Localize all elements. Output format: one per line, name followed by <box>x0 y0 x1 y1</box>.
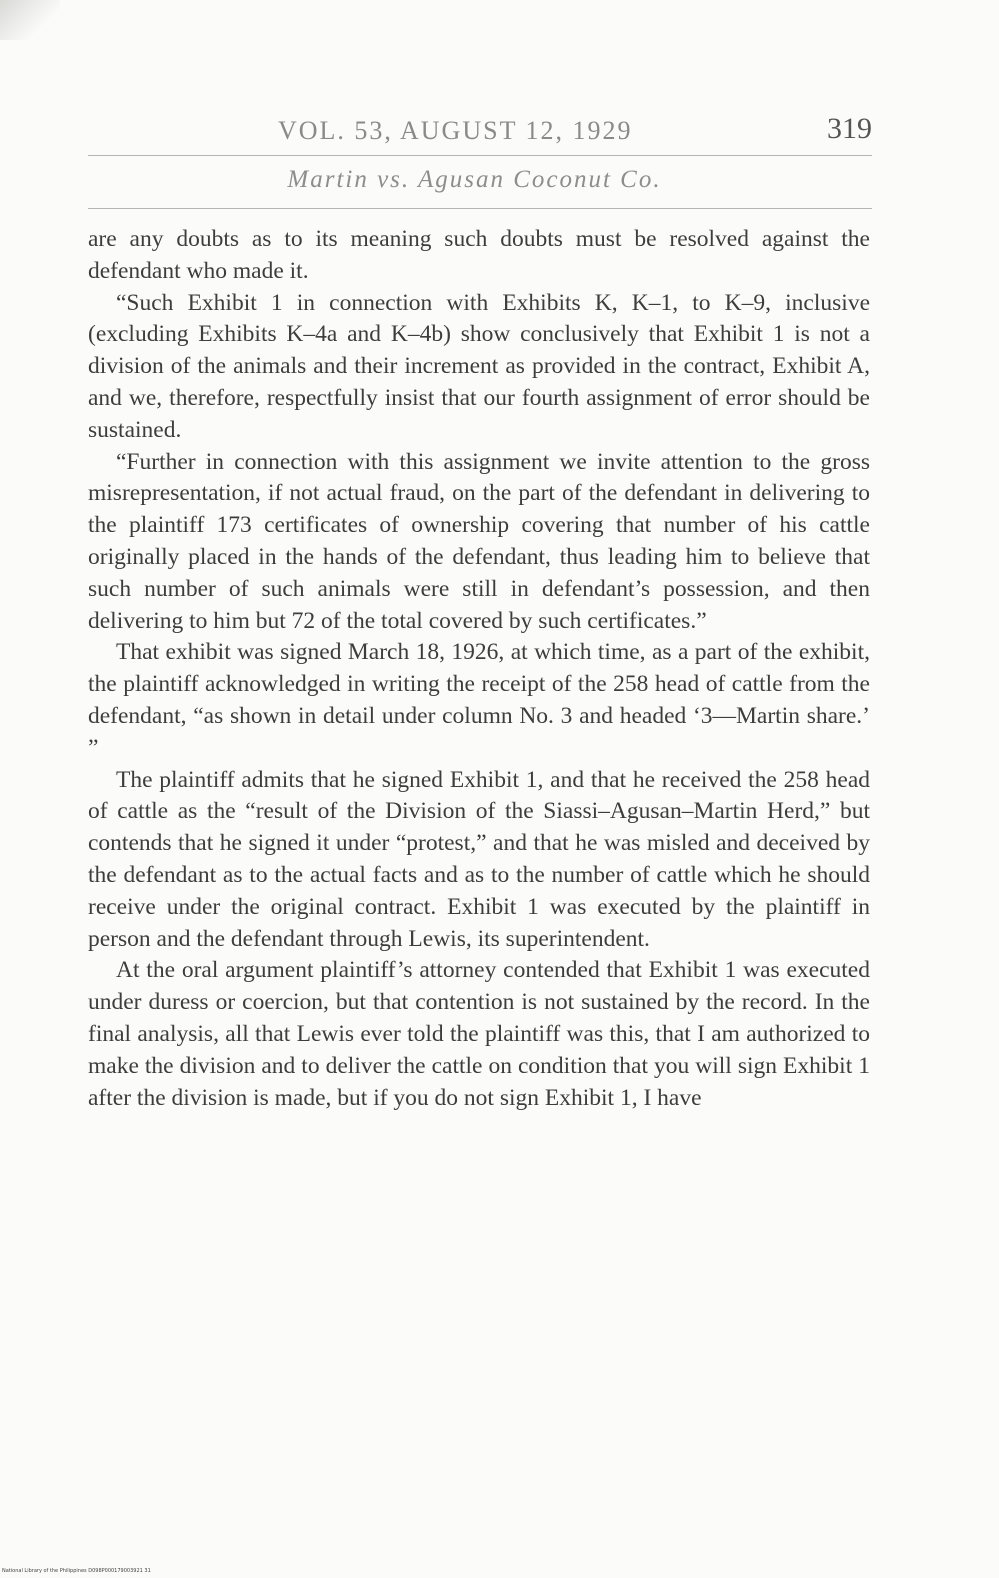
header-rule-bottom <box>88 208 872 209</box>
running-head: VOL. 53, AUGUST 12, 1929 <box>278 116 633 145</box>
paragraph: The plaintiff admits that he signed Exhibit 1, and that he received the 258 head of cattle as the “result of the Division of the Siassi–Agusan–Martin Herd,” but contends that he signed it under “protest,” and that he was misled and deceived by the defendant as to the actual facts and as to the number of cattle which he should receive under the original contract. Exhibit 1 was executed by the plaintiff in person and the defendant through Lewis, its superintendent. <box>88 766 870 952</box>
case-title: Martin vs. Agusan Coconut Co. <box>287 166 662 193</box>
body-text <box>88 224 870 1114</box>
paragraph: “Further in connection with this assignment we invite attention to the gross misrepresentation, if not actual fraud, on the part of the defendant in delivering to the plaintiff 173 certificates of ownership covering that number of his cattle originally placed in the hands of the defendant, thus leading him to believe that such number of such animals were still in defendant’s possession, and then delivering to him but 72 of the total covered by such certificates.” <box>88 448 870 634</box>
page-number: 319 <box>827 112 872 145</box>
paragraph: At the oral argument plaintiff’s attorney contended that Exhibit 1 was executed under duress or coercion, but that contention is not sustained by the record. In the final analysis, all that Lewis ever told the plaintiff was this, that I am authorized to make the division and to deliver the cattle on condition that you will sign Exhibit 1 after the division is made, but if you do not sign Exhibit 1, I have <box>88 957 870 1111</box>
paragraph: are any doubts as to its meaning such doubts must be resolved against the defendant who made it. <box>88 226 870 284</box>
paragraph: That exhibit was signed March 18, 1926, at which time, as a part of the exhibit, the plaintiff acknowledged in writing the receipt of the 258 head of cattle from the defendant, “as shown in detail under column No. 3 and headed ‘3—Martin share.’ ” <box>88 639 870 761</box>
scan-credit: National Library of the Philippines D098P000179003921 31 <box>2 1568 151 1574</box>
paragraph: “Such Exhibit 1 in connection with Exhibits K, K–1, to K–9, inclusive (excluding Exhibits K–4a and K–4b) show conclusively that Exhibit 1 is not a division of the animals and their increment as provided in the contract, Exhibit A, and we, therefore, respectfully insist that our fourth assignment of error should be sustained. <box>88 289 870 443</box>
page-header <box>88 108 872 148</box>
header-rule-top <box>88 155 872 156</box>
scan-corner-shade <box>0 0 60 40</box>
